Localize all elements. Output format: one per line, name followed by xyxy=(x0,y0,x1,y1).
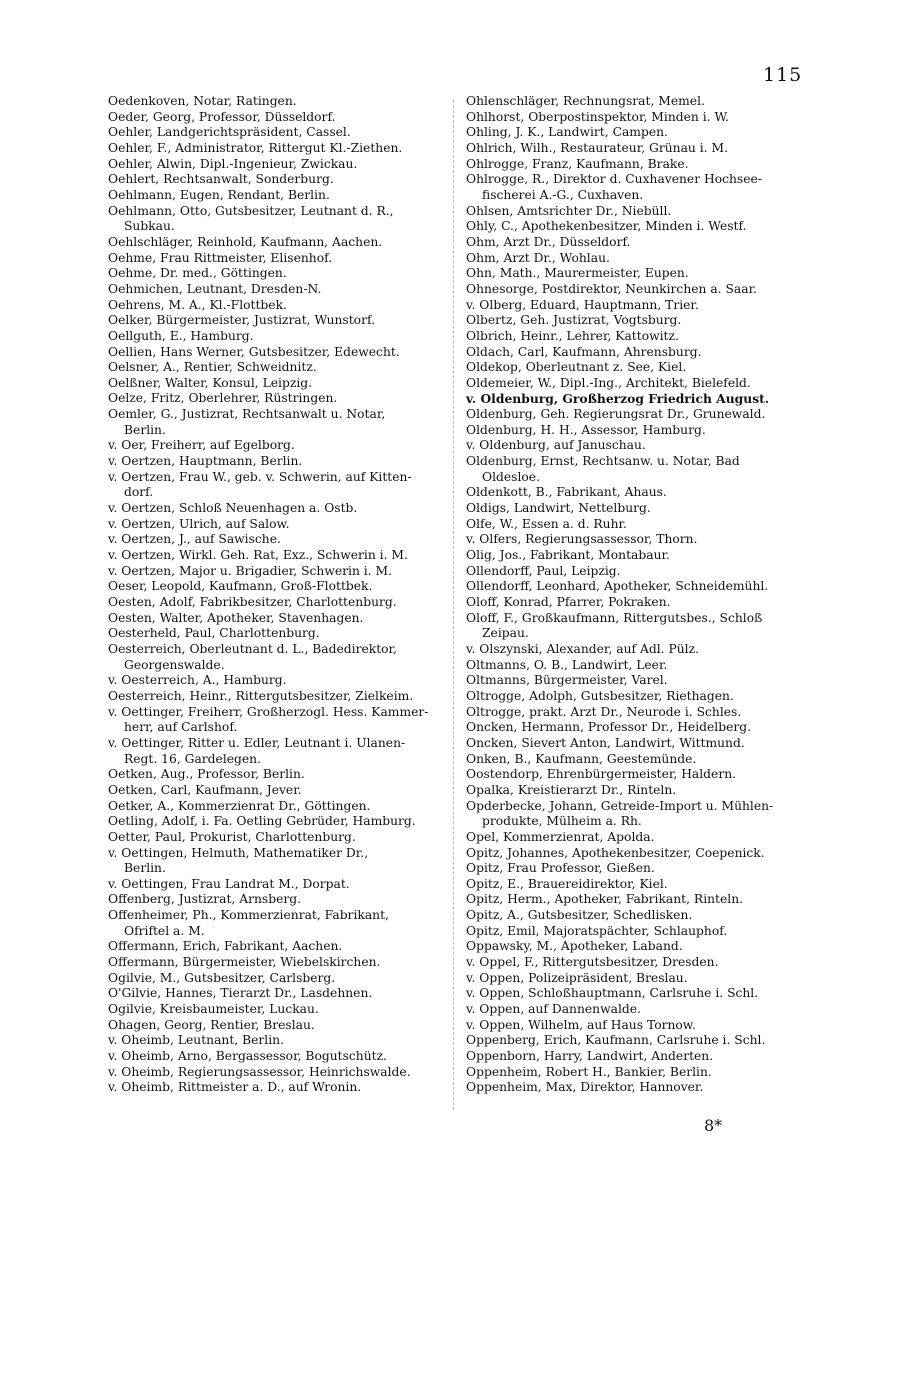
entry-text: Oloff, Konrad, Pfarrer, Pokraken. xyxy=(466,595,671,609)
entry-text: Oldenburg, Geh. Regierungsrat Dr., Grunewald. xyxy=(466,407,766,422)
entry-text: Oncken, Hermann, Professor Dr., Heidelberg. xyxy=(466,720,752,735)
column-divider xyxy=(453,100,454,1110)
directory-entry xyxy=(466,251,806,267)
directory-entry xyxy=(466,141,806,157)
entry-text: Opitz, Frau Professor, Gießen. xyxy=(466,861,655,876)
directory-entry xyxy=(466,830,806,846)
entry-text: Oldenkott, B., Fabrikant, Ahaus. xyxy=(466,485,667,500)
entry-text: Oldach, Carl, Kaufmann, Ahrensburg. xyxy=(466,344,702,359)
entry-text: Ohlrogge, R., Direktor d. Cuxhavener Hochsee- xyxy=(466,172,762,187)
directory-entry xyxy=(108,141,448,157)
directory-entry xyxy=(466,892,806,908)
entry-text: v. Oertzen, Schloß Neuenhagen a. Ostb. xyxy=(108,501,358,516)
entry-text: Opitz, Johannes, Apothekenbesitzer, Coepenick. xyxy=(466,845,765,860)
entry-text: Oehlert, Rechtsanwalt, Sonderburg. xyxy=(108,172,334,187)
entry-text: Ohlrich, Wilh., Restaurateur, Grünau i. M. xyxy=(466,140,728,155)
entry-text: Oloff, F., Großkaufmann, Rittergutsbes., Schloß xyxy=(466,610,763,625)
entry-text: v. Oertzen, Major u. Brigadier, Schwerin i. M. xyxy=(108,563,393,578)
entry-text: v. Oldenburg, auf Januschau. xyxy=(466,438,646,453)
entry-text: Oesterreich, Heinr., Rittergutsbesitzer, Zielkeim. xyxy=(108,688,414,703)
directory-entry xyxy=(108,157,448,173)
entry-text: v. Oertzen, J., auf Sawische. xyxy=(108,532,281,547)
entry-text: Oellien, Hans Werner, Gutsbesitzer, Edewecht. xyxy=(108,344,400,359)
entry-text: Oldekop, Oberleutnant z. See, Kiel. xyxy=(466,360,687,375)
entry-text: v. Oettingen, Frau Landrat M., Dorpat. xyxy=(108,876,350,891)
directory-entry xyxy=(466,376,806,392)
directory-entry xyxy=(466,298,806,314)
entry-text: Oppawsky, M., Apotheker, Laband. xyxy=(466,939,683,954)
entry-text: Olbrich, Heinr., Lehrer, Kattowitz. xyxy=(466,328,679,343)
entry-text: Oehlschläger, Reinhold, Kaufmann, Aachen. xyxy=(108,234,383,249)
entry-text: Offenheimer, Ph., Kommerzienrat, Fabrikant, xyxy=(108,908,389,923)
directory-entry xyxy=(466,235,806,251)
entry-text: Oltmanns, O. B., Landwirt, Leer. xyxy=(466,657,668,672)
directory-entry xyxy=(108,846,448,877)
entry-continuation: Oldesloe. xyxy=(482,469,540,484)
directory-entry xyxy=(466,689,806,705)
directory-entry xyxy=(466,1080,806,1096)
directory-entry xyxy=(466,767,806,783)
directory-entry xyxy=(466,282,806,298)
directory-entry xyxy=(108,376,448,392)
entry-text: v. Oppen, Wilhelm, auf Haus Tornow. xyxy=(466,1017,696,1032)
directory-entry xyxy=(466,172,806,203)
directory-entry xyxy=(466,861,806,877)
entry-text: Oltrogge, prakt. Arzt Dr., Neurode i. Schles. xyxy=(466,704,742,719)
directory-entry xyxy=(466,955,806,971)
directory-entry xyxy=(108,611,448,627)
entry-continuation: Zeipau. xyxy=(482,626,529,641)
directory-entry xyxy=(108,282,448,298)
directory-entry xyxy=(466,125,806,141)
directory-entry xyxy=(466,908,806,924)
directory-entry xyxy=(466,532,806,548)
entry-text: Oeser, Leopold, Kaufmann, Groß-Flottbek. xyxy=(108,579,373,594)
directory-entry xyxy=(108,407,448,438)
directory-entry xyxy=(466,564,806,580)
directory-entry xyxy=(466,407,806,423)
directory-entry xyxy=(108,595,448,611)
directory-entry xyxy=(466,579,806,595)
directory-entry xyxy=(108,235,448,251)
directory-entry xyxy=(108,298,448,314)
entry-text: Ohlhorst, Oberpostinspektor, Minden i. W. xyxy=(466,109,729,124)
directory-entry xyxy=(466,611,806,642)
entry-text: Olig, Jos., Fabrikant, Montabaur. xyxy=(466,548,670,563)
directory-entry xyxy=(466,799,806,830)
entry-text: Offermann, Erich, Fabrikant, Aachen. xyxy=(108,939,343,954)
directory-entry xyxy=(108,986,448,1002)
directory-entry xyxy=(466,454,806,485)
entry-continuation: produkte, Mülheim a. Rh. xyxy=(482,814,642,829)
directory-entry xyxy=(466,736,806,752)
entry-text: Oeder, Georg, Professor, Düsseldorf. xyxy=(108,109,336,124)
entry-text: Oehler, F., Administrator, Rittergut Kl.-Ziethen. xyxy=(108,140,403,155)
entry-text: Opalka, Kreistierarzt Dr., Rinteln. xyxy=(466,782,677,797)
directory-entry xyxy=(108,1080,448,1096)
entry-text: Oldenburg, H. H., Assessor, Hamburg. xyxy=(466,422,706,437)
entry-text: v. Oppen, auf Dannenwalde. xyxy=(466,1002,641,1017)
entry-text: Ohm, Arzt Dr., Wohlau. xyxy=(466,250,610,265)
entry-text: Opitz, A., Gutsbesitzer, Schedlisken. xyxy=(466,908,693,923)
page-number: 115 xyxy=(763,64,803,86)
entry-text: Oelze, Fritz, Oberlehrer, Rüstringen. xyxy=(108,391,338,406)
directory-entry xyxy=(466,595,806,611)
directory-entry xyxy=(108,799,448,815)
directory-entry xyxy=(108,470,448,501)
entry-text: Oppenberg, Erich, Kaufmann, Carlsruhe i. Schl. xyxy=(466,1033,766,1048)
entry-text: v. Oertzen, Ulrich, auf Salow. xyxy=(108,516,290,531)
directory-entry xyxy=(108,892,448,908)
entry-text: v. Oppel, F., Rittergutsbesitzer, Dresden. xyxy=(466,955,719,970)
entry-text: Ohlsen, Amtsrichter Dr., Niebüll. xyxy=(466,203,672,218)
directory-entry xyxy=(466,313,806,329)
entry-text: Onken, B., Kaufmann, Geestemünde. xyxy=(466,751,697,766)
entry-text: Oetter, Paul, Prokurist, Charlottenburg. xyxy=(108,829,356,844)
entry-text: v. Oettinger, Ritter u. Edler, Leutnant i. Ulanen- xyxy=(108,735,406,750)
entry-text: Oetling, Adolf, i. Fa. Oetling Gebrüder, Hamburg. xyxy=(108,814,416,829)
entry-continuation: Regt. 16, Gardelegen. xyxy=(124,751,262,766)
entry-text: v. Olszynski, Alexander, auf Adl. Pülz. xyxy=(466,641,699,656)
entry-text: Olfe, W., Essen a. d. Ruhr. xyxy=(466,516,627,531)
entry-text: Ohagen, Georg, Rentier, Breslau. xyxy=(108,1017,315,1032)
entry-text: Ohlenschläger, Rechnungsrat, Memel. xyxy=(466,94,705,108)
entry-text: v. Oer, Freiherr, auf Egelborg. xyxy=(108,438,295,453)
entry-text: v. Olberg, Eduard, Hauptmann, Trier. xyxy=(466,297,699,312)
directory-entry xyxy=(108,391,448,407)
directory-entry xyxy=(108,673,448,689)
directory-entry xyxy=(466,219,806,235)
directory-entry xyxy=(108,360,448,376)
entry-text: Ohnesorge, Postdirektor, Neunkirchen a. Saar. xyxy=(466,281,758,296)
entry-text: O'Gilvie, Hannes, Tierarzt Dr., Lasdehnen. xyxy=(108,986,373,1001)
entry-text: Oppenborn, Harry, Landwirt, Anderten. xyxy=(466,1049,714,1064)
entry-text: Oncken, Sievert Anton, Landwirt, Wittmund. xyxy=(466,735,745,750)
entry-text: Oelker, Bürgermeister, Justizrat, Wunstorf. xyxy=(108,313,375,328)
entry-text: Oldigs, Landwirt, Nettelburg. xyxy=(466,501,651,516)
directory-entry xyxy=(108,955,448,971)
directory-entry xyxy=(108,501,448,517)
entry-text: Oehmichen, Leutnant, Dresden-N. xyxy=(108,281,322,296)
entry-continuation: fischerei A.-G., Cuxhaven. xyxy=(482,187,644,202)
entry-text: Oppenheim, Robert H., Bankier, Berlin. xyxy=(466,1064,712,1079)
directory-entry xyxy=(466,1065,806,1081)
entry-text: Ogilvie, Kreisbaumeister, Luckau. xyxy=(108,1002,319,1017)
directory-entry xyxy=(108,454,448,470)
entry-text: Oppenheim, Max, Direktor, Hannover. xyxy=(466,1080,704,1095)
directory-entry xyxy=(108,830,448,846)
entry-text: Ohn, Math., Maurermeister, Eupen. xyxy=(466,266,689,281)
directory-entry xyxy=(108,1033,448,1049)
directory-entry xyxy=(108,438,448,454)
directory-entry xyxy=(466,485,806,501)
directory-entry xyxy=(466,783,806,799)
entry-text: v. Oettinger, Freiherr, Großherzogl. Hess. Kammer- xyxy=(108,704,429,719)
directory-entry xyxy=(108,188,448,204)
directory-entry xyxy=(466,110,806,126)
entry-text: Oehrens, M. A., Kl.-Flottbek. xyxy=(108,297,287,312)
directory-entry xyxy=(108,971,448,987)
entry-text: Olbertz, Geh. Justizrat, Vogtsburg. xyxy=(466,313,682,328)
directory-entry xyxy=(108,1049,448,1065)
entry-text: v. Oheimb, Regierungsassessor, Heinrichswalde. xyxy=(108,1064,411,1079)
directory-entry xyxy=(466,705,806,721)
directory-entry xyxy=(466,329,806,345)
entry-text: Oelsner, A., Rentier, Schweidnitz. xyxy=(108,360,317,375)
entry-text: Oehlmann, Otto, Gutsbesitzer, Leutnant d. R., xyxy=(108,203,394,218)
entry-text: Opderbecke, Johann, Getreide-Import u. Mühlen- xyxy=(466,798,774,813)
directory-entry xyxy=(466,501,806,517)
entry-text: v. Oertzen, Frau W., geb. v. Schwerin, auf Kitten- xyxy=(108,469,412,484)
entry-text: Oetken, Aug., Professor, Berlin. xyxy=(108,767,305,782)
directory-entry xyxy=(108,172,448,188)
entry-text: Oltrogge, Adolph, Gutsbesitzer, Riethagen. xyxy=(466,688,734,703)
directory-entry xyxy=(108,345,448,361)
directory-entry xyxy=(466,846,806,862)
directory-entry xyxy=(108,517,448,533)
directory-entry xyxy=(466,1049,806,1065)
left-column xyxy=(108,94,448,1096)
entry-text: v. Olfers, Regierungsassessor, Thorn. xyxy=(466,532,698,547)
entry-text: Oesten, Adolf, Fabrikbesitzer, Charlottenburg. xyxy=(108,595,397,609)
directory-entry xyxy=(108,94,448,110)
directory-entry xyxy=(108,204,448,235)
entry-text: Oedenkoven, Notar, Ratingen. xyxy=(108,94,297,108)
entry-text: v. Oppen, Polizeipräsident, Breslau. xyxy=(466,970,688,985)
entry-text: Offenberg, Justizrat, Arnsberg. xyxy=(108,892,302,907)
directory-entry xyxy=(466,391,806,407)
directory-entry xyxy=(466,1002,806,1018)
entry-continuation: Berlin. xyxy=(124,422,166,437)
entry-text: Oesterreich, Oberleutnant d. L., Badedirektor, xyxy=(108,641,397,656)
directory-entry xyxy=(466,548,806,564)
directory-entry xyxy=(108,579,448,595)
directory-entry xyxy=(466,345,806,361)
directory-entry xyxy=(466,642,806,658)
entry-continuation: Berlin. xyxy=(124,861,166,876)
directory-entry xyxy=(108,548,448,564)
directory-entry xyxy=(108,939,448,955)
entry-text: Oetken, Carl, Kaufmann, Jever. xyxy=(108,782,302,797)
directory-entry xyxy=(108,908,448,939)
entry-text: Opel, Kommerzienrat, Apolda. xyxy=(466,829,655,844)
directory-entry xyxy=(108,110,448,126)
directory-entry xyxy=(108,689,448,705)
entry-text: Oostendorp, Ehrenbürgermeister, Haldern. xyxy=(466,767,737,782)
entry-text: v. Oldenburg, Großherzog Friedrich August. xyxy=(466,391,770,407)
directory-entry xyxy=(108,313,448,329)
directory-entry xyxy=(466,720,806,736)
directory-entry xyxy=(466,1033,806,1049)
directory-entry xyxy=(108,877,448,893)
directory-entry xyxy=(466,939,806,955)
entry-text: Opitz, Herm., Apotheker, Fabrikant, Rinteln. xyxy=(466,892,744,907)
entry-text: Ohly, C., Apothekenbesitzer, Minden i. Westf. xyxy=(466,219,747,234)
directory-entry xyxy=(108,736,448,767)
directory-entry xyxy=(108,814,448,830)
directory-entry xyxy=(466,1018,806,1034)
entry-continuation: Subkau. xyxy=(124,219,175,234)
entry-text: Ohling, J. K., Landwirt, Campen. xyxy=(466,125,668,140)
entry-text: Oesterheld, Paul, Charlottenburg. xyxy=(108,626,320,641)
entry-text: Oetker, A., Kommerzienrat Dr., Göttingen. xyxy=(108,798,371,813)
directory-entry xyxy=(108,125,448,141)
entry-text: Ollendorff, Leonhard, Apotheker, Schneidemühl. xyxy=(466,579,769,594)
entry-text: Ohm, Arzt Dr., Düsseldorf. xyxy=(466,234,631,249)
entry-text: Oldenburg, Ernst, Rechtsanw. u. Notar, Bad xyxy=(466,454,740,469)
entry-text: Opitz, Emil, Majoratspächter, Schlauphof. xyxy=(466,923,728,938)
entry-text: Ohlrogge, Franz, Kaufmann, Brake. xyxy=(466,156,689,171)
directory-entry xyxy=(108,705,448,736)
entry-text: v. Oesterreich, A., Hamburg. xyxy=(108,673,287,688)
entry-text: Oehme, Frau Rittmeister, Elisenhof. xyxy=(108,250,333,265)
entry-text: v. Oettingen, Helmuth, Mathematiker Dr., xyxy=(108,845,369,860)
entry-text: Ogilvie, M., Gutsbesitzer, Carlsberg. xyxy=(108,970,336,985)
entry-text: v. Oppen, Schloßhauptmann, Carlsruhe i. Schl. xyxy=(466,986,759,1001)
entry-text: Oehlmann, Eugen, Rendant, Berlin. xyxy=(108,187,330,202)
entry-text: v. Oheimb, Arno, Bergassessor, Bogutschütz. xyxy=(108,1049,387,1064)
directory-entry xyxy=(108,564,448,580)
entry-text: v. Oertzen, Hauptmann, Berlin. xyxy=(108,454,303,469)
directory-entry xyxy=(466,877,806,893)
entry-continuation: dorf. xyxy=(124,485,154,500)
directory-entry xyxy=(108,642,448,673)
directory-entry xyxy=(108,266,448,282)
entry-text: v. Oheimb, Rittmeister a. D., auf Wronin. xyxy=(108,1080,362,1095)
directory-entry xyxy=(466,673,806,689)
entry-text: Oesten, Walter, Apotheker, Stavenhagen. xyxy=(108,610,364,625)
entry-text: Offermann, Bürgermeister, Wiebelskirchen. xyxy=(108,955,381,970)
directory-entry xyxy=(108,1065,448,1081)
directory-entry xyxy=(108,329,448,345)
entry-text: v. Oheimb, Leutnant, Berlin. xyxy=(108,1033,284,1048)
entry-text: Oehme, Dr. med., Göttingen. xyxy=(108,266,287,281)
entry-text: Oldemeier, W., Dipl.-Ing., Architekt, Bielefeld. xyxy=(466,375,751,390)
directory-entry xyxy=(108,767,448,783)
entry-text: Ollendorff, Paul, Leipzig. xyxy=(466,563,621,578)
directory-entry xyxy=(466,157,806,173)
entry-text: Oemler, G., Justizrat, Rechtsanwalt u. Notar, xyxy=(108,407,386,422)
directory-entry xyxy=(108,1018,448,1034)
right-column xyxy=(466,94,806,1096)
directory-entry xyxy=(466,752,806,768)
directory-entry xyxy=(108,626,448,642)
directory-entry xyxy=(466,517,806,533)
entry-text: Oehler, Alwin, Dipl.-Ingenieur, Zwickau. xyxy=(108,156,358,171)
entry-text: v. Oertzen, Wirkl. Geh. Rat, Exz., Schwerin i. M. xyxy=(108,548,408,563)
entry-continuation: herr, auf Carlshof. xyxy=(124,720,238,735)
entry-continuation: Georgenswalde. xyxy=(124,657,225,672)
directory-entry xyxy=(108,251,448,267)
directory-entry xyxy=(466,204,806,220)
directory-entry xyxy=(466,971,806,987)
entry-text: Opitz, E., Brauereidirektor, Kiel. xyxy=(466,876,668,891)
directory-entry xyxy=(108,783,448,799)
entry-text: Oehler, Landgerichtspräsident, Cassel. xyxy=(108,125,351,140)
directory-entry xyxy=(466,986,806,1002)
entry-text: Oelßner, Walter, Konsul, Leipzig. xyxy=(108,375,313,390)
entry-continuation: Ofriftel a. M. xyxy=(124,923,205,938)
directory-entry xyxy=(466,266,806,282)
signature-mark: 8* xyxy=(704,1116,723,1135)
entry-text: Oltmanns, Bürgermeister, Varel. xyxy=(466,673,668,688)
directory-entry xyxy=(466,438,806,454)
directory-entry xyxy=(466,94,806,110)
directory-entry xyxy=(466,423,806,439)
directory-entry xyxy=(466,360,806,376)
directory-entry xyxy=(108,1002,448,1018)
entry-text: Oellguth, E., Hamburg. xyxy=(108,328,254,343)
directory-entry xyxy=(108,532,448,548)
directory-entry xyxy=(466,658,806,674)
directory-entry xyxy=(466,924,806,940)
